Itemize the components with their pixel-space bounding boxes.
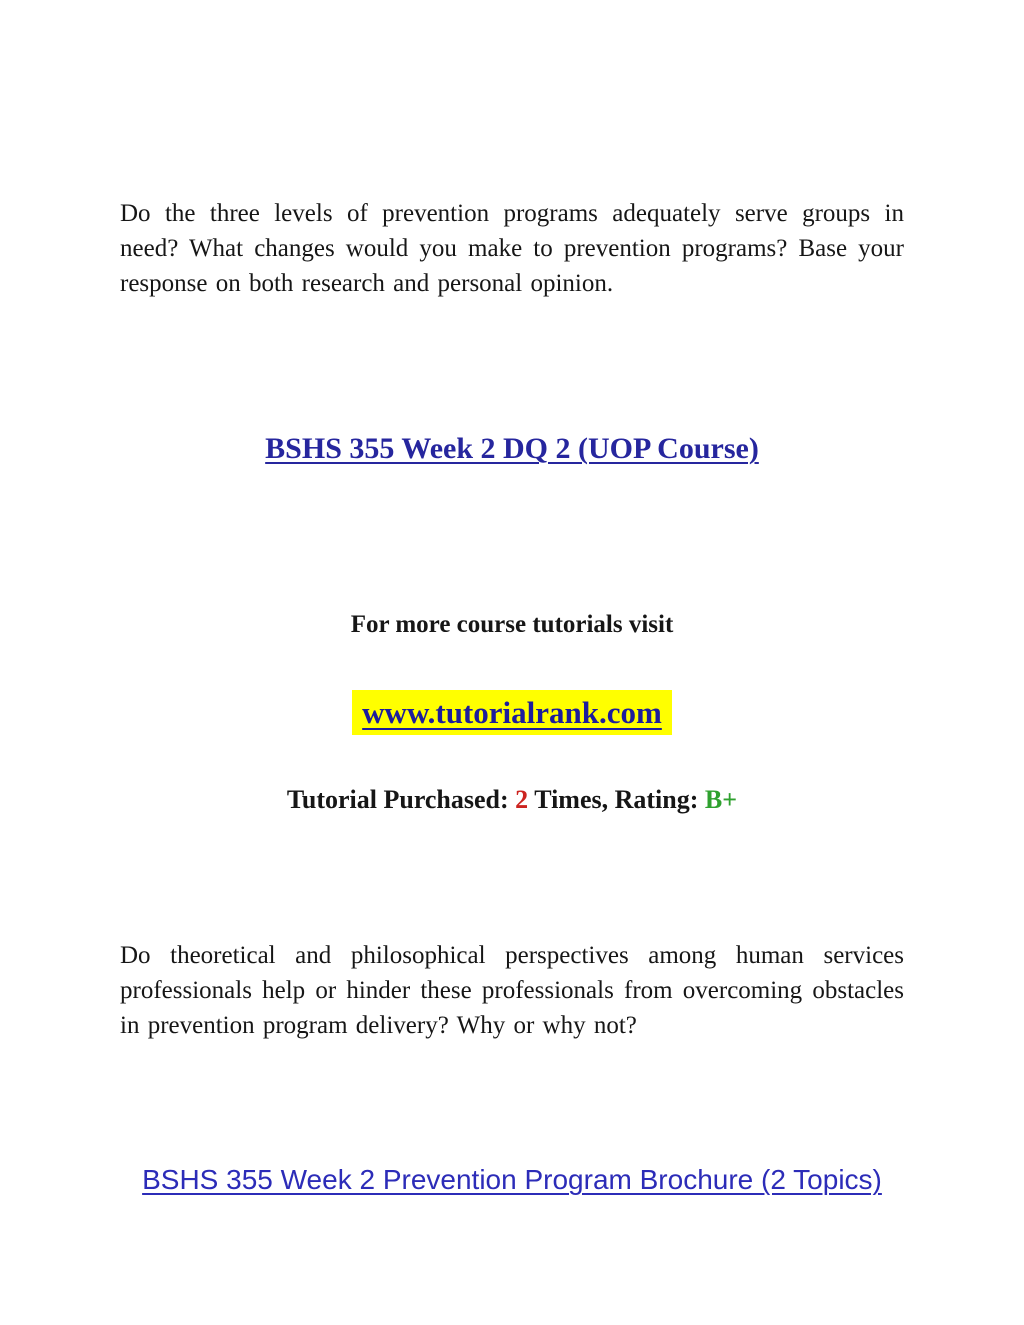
tutorialrank-link[interactable]: www.tutorialrank.com: [352, 690, 672, 735]
purchase-rating: B+: [704, 785, 738, 814]
purchase-count: 2: [515, 785, 529, 814]
course-heading-link[interactable]: BSHS 355 Week 2 DQ 2 (UOP Course): [265, 432, 759, 465]
purchase-line: [120, 782, 904, 818]
paragraph-question-1: Do the three levels of prevention programs adequately serve groups in need? What changes would you make to prevention programs? Base your response on both research and personal opinion.: [120, 200, 904, 297]
purchase-middle: Times, Rating:: [528, 785, 705, 814]
link-row: [120, 690, 904, 735]
purchase-prefix: Tutorial Purchased:: [286, 785, 516, 814]
brochure-heading-link[interactable]: BSHS 355 Week 2 Prevention Program Brochure (2 Topics): [142, 1164, 882, 1195]
promo-text: For more course tutorials visit: [350, 611, 674, 638]
paragraph-question-2: Do theoretical and philosophical perspectives among human services professionals help or hinder these professionals from overcoming obstacles in prevention program delivery? Why or why not?: [120, 942, 904, 1039]
